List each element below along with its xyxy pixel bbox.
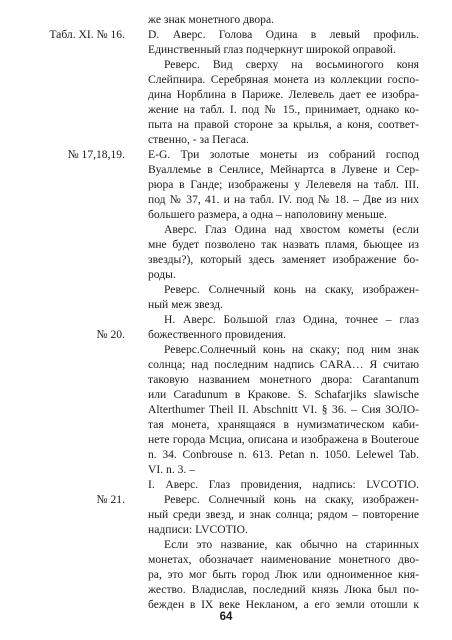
text-line: Реверс. Солнечный конь на скаку, изображен- [164, 283, 419, 296]
text-line: большего размера, а одна – наполовину меньше. [148, 208, 387, 221]
text-line: жение на табл. I. под № 15., принимает, однако ко- [148, 103, 419, 116]
text-line: Единственный глаз подчеркнут широкой оправой. [148, 43, 396, 56]
text-line: нете города Мсциа, описана и изображена в Bouteroue [148, 433, 419, 446]
text-line: Если это название, как обычно на старинных [164, 538, 419, 551]
text-line: E-G. Три золотые монеты из собраний господ [148, 148, 419, 161]
text-line: D. Аверс. Голова Одина в левый профиль. [148, 28, 419, 41]
text-line: ный среди звезд, и знак солнца; рядом – повторение [148, 508, 419, 521]
text-line: же знак монетного двора. [148, 13, 275, 26]
text-line: под № 37, 41. и на табл. IV. под № 18. – Две из них [148, 193, 419, 206]
text-line: Вуаллемье в Сенлисе, Мейнартса в Лувене и Сер- [148, 163, 419, 176]
text-line: пыта на правой стороне за крылья, а коня, соответ- [148, 118, 419, 131]
text-line: солнца; над последним надпись CARA… Я считаю [148, 358, 419, 371]
text-line: бежден в IX веке Некланом, а его земли отошли к [148, 598, 419, 611]
text-line: H. Аверс. Большой глаз Одина, точнее – глаз [164, 313, 419, 326]
text-line: ный меж звезд. [148, 298, 223, 311]
text-line: жество. Владислав, последний князь Люка был по- [148, 583, 419, 596]
text-line: надписи: LVCOTIO. [148, 523, 248, 536]
text-line: мне будет позволено так назвать пламя, бьющее из [148, 238, 419, 251]
text-line: или Caradunum в Кракове. S. Schafarjiks slawische [148, 388, 419, 401]
text-line: рюра в Ганде; изображены у Лелевеля на табл. III. [148, 178, 419, 191]
text-line: таковую названием монетного двора: Carantanum [148, 373, 419, 386]
text-line: роды. [148, 268, 176, 281]
text-line: VI. n. 3. – [148, 463, 196, 476]
text-line: божественного провидения. [148, 328, 286, 341]
margin-reference: № 17,18,19. [67, 148, 125, 161]
text-line: Слейпнира. Серебряная монета из коллекции госпо- [148, 73, 419, 86]
text-line: дина Норблина в Париже. Лелевель дает ее изобра- [148, 88, 419, 101]
text-line: ра, это мог быть город Люк или одноименное кня- [148, 568, 419, 581]
text-line: Аверс. Глаз Одина над хвостом кометы (если [164, 223, 419, 236]
text-line: Реверс. Солнечный конь на скаку, изображен- [164, 493, 419, 506]
text-line: Реверс. Вид сверху на восьминогого коня [164, 58, 419, 71]
margin-reference: Табл. XI. № 16. [49, 28, 125, 41]
text-line: Alterthumer Theil II. Abschnitt VI. § 36. – Сия ЗОЛО- [148, 403, 419, 416]
text-line: звезды?), который здесь заменяет изображение бо- [148, 253, 419, 266]
text-line: ственно, - за Пегаса. [148, 133, 249, 146]
text-line: монетах, обозначает наименование монетного дво- [148, 553, 419, 566]
text-line: I. Аверс. Глаз провидения, надпись: LVCOTIO. [148, 478, 419, 491]
text-line: Реверс.Солнечный конь на скаку; под ним знак [164, 343, 419, 356]
margin-reference: № 20. [96, 328, 125, 341]
text-line: тая монета, хранящаяся в нумизматическом каби- [148, 418, 419, 431]
text-line: n. 34. Conbrouse n. 613. Petan n. 1050. Lelewel Tab. [148, 448, 419, 461]
page-number: 64 [219, 611, 233, 623]
margin-reference: № 21. [96, 493, 125, 506]
